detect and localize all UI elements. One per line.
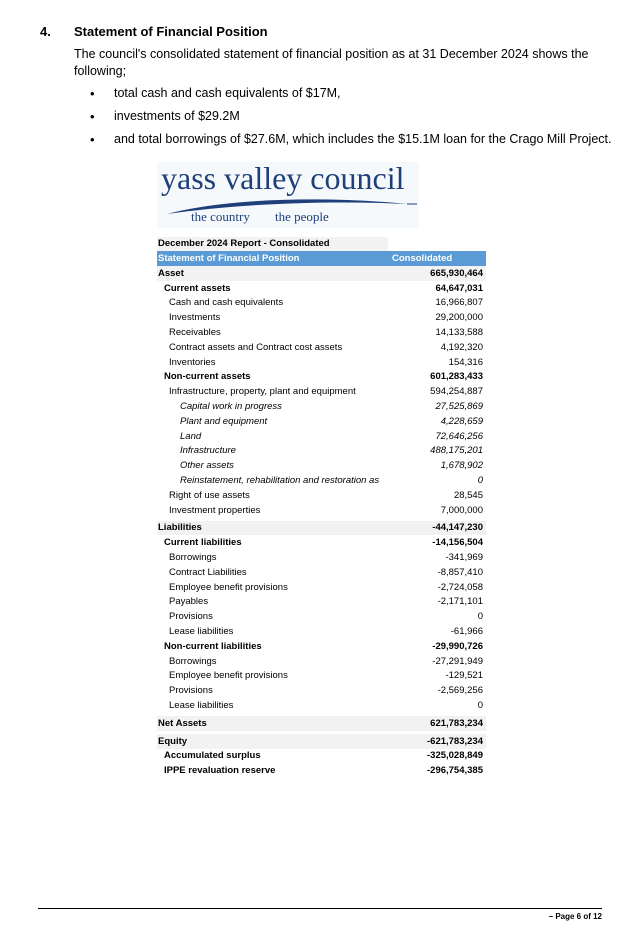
- table-row: [157, 429, 486, 444]
- table-row: [157, 595, 486, 610]
- row-value: 1,678,902: [440, 460, 483, 472]
- table-row: [157, 669, 486, 684]
- row-label: Infrastructure, property, plant and equipment: [169, 386, 356, 398]
- row-value: -325,028,849: [427, 750, 483, 762]
- row-value: -8,857,410: [437, 566, 483, 578]
- table-row: [157, 716, 486, 731]
- row-label: Provisions: [169, 611, 213, 623]
- logo-name: yass valley council: [161, 160, 405, 196]
- table-row: [157, 266, 486, 281]
- row-value: 0: [477, 700, 483, 711]
- row-value: -44,147,230: [432, 522, 483, 534]
- row-label: Equity: [158, 735, 188, 747]
- row-label: Investments: [169, 312, 221, 324]
- table-row: [157, 370, 486, 385]
- row-value: -29,990,726: [432, 640, 483, 652]
- table-row: [157, 473, 486, 488]
- table-row: [157, 749, 486, 764]
- row-label: Lease liabilities: [169, 700, 234, 711]
- table-row: [157, 698, 486, 713]
- header-label: Statement of Financial Position: [158, 253, 300, 264]
- row-label: Contract Liabilities: [169, 566, 247, 578]
- section-number: 4.: [40, 24, 51, 39]
- table-row: [157, 763, 486, 778]
- row-label: Other assets: [180, 460, 234, 472]
- row-label: Investment properties: [169, 504, 261, 516]
- row-label: Infrastructure: [180, 445, 236, 457]
- bullet-item: • and total borrowings of $27.6M, which includes the $15.1M loan for the Crago Mill Project.: [74, 131, 614, 154]
- table-row: [157, 535, 486, 550]
- row-label: Liabilities: [158, 522, 202, 534]
- row-value: 154,316: [448, 356, 483, 368]
- row-value: 29,200,000: [435, 312, 483, 324]
- table-row: [157, 683, 486, 698]
- row-label: Cash and cash equivalents: [169, 297, 284, 309]
- row-value: -2,569,256: [437, 685, 483, 697]
- financial-position-table: [157, 251, 486, 778]
- row-label: Non-current liabilities: [164, 640, 262, 652]
- row-value: 594,254,887: [430, 386, 483, 398]
- row-value: -2,724,058: [437, 581, 483, 593]
- row-value: 72,646,256: [435, 430, 483, 442]
- row-value: -296,754,385: [427, 765, 483, 777]
- table-row: [157, 296, 486, 311]
- row-value: 0: [477, 475, 483, 487]
- row-label: Borrowings: [169, 655, 217, 667]
- table-body: [157, 266, 486, 778]
- table-row: [157, 444, 486, 459]
- row-label: Borrowings: [169, 552, 217, 564]
- row-value: 0: [477, 611, 483, 623]
- row-label: Lease liabilities: [169, 626, 234, 638]
- table-row: [157, 355, 486, 370]
- row-label: Employee benefit provisions: [169, 581, 288, 593]
- row-label: Plant and equipment: [180, 415, 268, 427]
- council-logo: [157, 162, 419, 228]
- table-row: [157, 654, 486, 669]
- table-row: [157, 281, 486, 296]
- row-value: -27,291,949: [432, 655, 483, 667]
- table-row: [157, 384, 486, 399]
- table-row: [157, 458, 486, 473]
- row-label: Employee benefit provisions: [169, 670, 288, 682]
- row-label: Provisions: [169, 685, 213, 697]
- row-label: Payables: [169, 596, 209, 608]
- row-value: 16,966,807: [435, 297, 483, 309]
- row-label: Reinstatement, rehabilitation and restoration as: [180, 475, 380, 487]
- bullet-item: • total cash and cash equivalents of $17M,: [74, 85, 614, 108]
- table-row: [157, 340, 486, 355]
- table-row: [157, 734, 486, 749]
- row-value: 27,525,869: [435, 401, 483, 413]
- row-value: 621,783,234: [430, 717, 483, 729]
- table-row: [157, 503, 486, 518]
- table-row: [157, 639, 486, 654]
- table-row: [157, 521, 486, 536]
- row-label: Inventories: [169, 356, 216, 368]
- row-label: Capital work in progress: [180, 401, 282, 413]
- header-value: Consolidated: [392, 253, 453, 264]
- row-value: -14,156,504: [432, 537, 483, 549]
- report-title: December 2024 Report - Consolidated: [157, 237, 388, 251]
- row-label: Accumulated surplus: [164, 750, 261, 762]
- bullet-item: • investments of $29.2M: [74, 108, 614, 131]
- table-header: [157, 251, 486, 266]
- row-label: Land: [180, 430, 202, 442]
- row-label: Contract assets and Contract cost assets: [169, 341, 343, 353]
- logo-tagline-right: the people: [275, 209, 329, 224]
- row-label: Current liabilities: [164, 537, 242, 549]
- row-value: -2,171,101: [437, 596, 483, 608]
- row-label: Non-current assets: [164, 371, 251, 383]
- bullet-list: [74, 85, 614, 154]
- table-row: [157, 325, 486, 340]
- row-value: 14,133,588: [435, 327, 483, 339]
- row-value: -129,521: [445, 670, 483, 682]
- row-value: 28,545: [453, 489, 483, 501]
- row-value: -341,969: [445, 552, 483, 564]
- table-row: [157, 399, 486, 414]
- footer-divider: [38, 908, 602, 909]
- row-value: -621,783,234: [427, 735, 483, 747]
- row-label: Net Assets: [158, 717, 207, 729]
- table-row: [157, 310, 486, 325]
- table-row: [157, 624, 486, 639]
- row-label: IPPE revaluation reserve: [164, 765, 276, 777]
- logo-tagline-left: the country: [191, 209, 250, 224]
- row-label: Current assets: [164, 282, 231, 294]
- row-value: 601,283,433: [430, 371, 483, 383]
- row-value: 665,930,464: [430, 267, 483, 279]
- table-row: [157, 609, 486, 624]
- table-row: [157, 414, 486, 429]
- row-value: 488,175,201: [430, 445, 483, 457]
- row-value: 4,192,320: [440, 341, 483, 353]
- page-footer: – Page 6 of 12: [548, 912, 602, 921]
- row-value: 4,228,659: [440, 415, 483, 427]
- table-row: [157, 565, 486, 580]
- table-row: [157, 488, 486, 503]
- row-value: -61,966: [450, 626, 483, 638]
- row-label: Right of use assets: [169, 489, 250, 501]
- section-title: Statement of Financial Position: [74, 24, 268, 39]
- row-label: Asset: [158, 267, 184, 279]
- table-row: [157, 580, 486, 595]
- intro-paragraph: The council's consolidated statement of financial position as at 31 December 2024 shows the following;: [74, 47, 589, 78]
- row-value: 7,000,000: [440, 504, 483, 516]
- row-label: Receivables: [169, 327, 221, 339]
- row-value: 64,647,031: [435, 282, 483, 294]
- section-heading: [40, 24, 268, 39]
- table-row: [157, 550, 486, 565]
